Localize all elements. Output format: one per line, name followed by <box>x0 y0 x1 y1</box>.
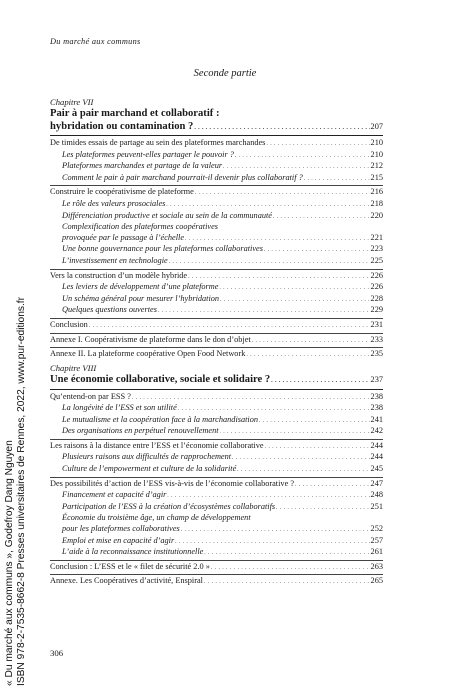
entry-text: Plateformes marchandes et partage de la valeur <box>62 161 223 171</box>
entry-text: Culture de l’empowerment et culture de la solidarité <box>62 464 237 474</box>
toc-subentry <box>50 294 383 306</box>
entry-text: Qu’entend-on par ESS ? <box>50 391 131 401</box>
chapter-label: Chapitre VIII <box>50 363 97 373</box>
toc-entry <box>50 349 383 361</box>
leader-dots <box>132 392 370 404</box>
entry-text: Quelques questions ouvertes <box>62 305 157 315</box>
leader-dots <box>175 536 369 548</box>
leader-dots <box>169 256 370 268</box>
page-ref: 233 <box>370 334 383 344</box>
entry-text: Une bonne gouvernance pour les plateformes collaboratives <box>62 244 263 254</box>
leader-dots <box>259 415 370 427</box>
entry-text: Complexification des plateformes coopératives <box>62 222 218 232</box>
toc-subentry <box>50 490 383 502</box>
leader-dots <box>158 305 370 317</box>
part-title: Seconde partie <box>193 68 257 79</box>
section-divider <box>50 333 383 334</box>
toc-subentry <box>50 199 383 211</box>
chapter-label: Chapitre VII <box>50 97 94 107</box>
toc-subentry <box>50 464 383 476</box>
toc-subentry <box>50 282 383 294</box>
leader-dots <box>178 403 370 415</box>
section-divider <box>50 439 383 440</box>
entry-text: Comment le pair à pair marchand pourrait-il devenir plus collaboratif ? <box>62 172 303 182</box>
entry-text: Annexe I. Coopérativisme de plateforme dans le don d’objet <box>50 334 251 344</box>
page-ref: 265 <box>370 576 383 586</box>
page-ref: 261 <box>370 547 383 557</box>
side-credit-line: « Du marché aux communs », Godefroy Dang Nguyen <box>4 440 15 686</box>
page-ref: 251 <box>370 501 383 511</box>
page-ref: 225 <box>370 255 383 265</box>
entry-text: Annexe. Les Coopératives d’activité, Enspiral <box>50 576 203 586</box>
leader-dots <box>181 524 370 536</box>
toc-subentry <box>50 547 383 559</box>
page-ref: 238 <box>370 403 383 413</box>
chapter-title-entry <box>50 121 383 135</box>
chapter-title-line: Pair à pair marchand et collaboratif : <box>50 108 220 119</box>
leader-dots <box>237 464 369 476</box>
toc-subentry <box>50 513 383 524</box>
entry-text: Économie du troisième âge, un champ de développement <box>62 513 251 523</box>
toc-entry <box>50 320 383 332</box>
toc-entry <box>50 138 383 150</box>
leader-dots <box>195 187 370 199</box>
section-divider <box>50 318 383 319</box>
chapter-vii <box>50 97 383 361</box>
toc-subentry <box>50 233 383 245</box>
leader-dots <box>265 441 370 453</box>
section-divider <box>50 560 383 561</box>
entry-text: Emploi et mise en capacité d’agir <box>62 535 175 545</box>
toc-subentry <box>50 536 383 548</box>
leader-dots <box>232 452 369 464</box>
title-rule <box>50 135 383 136</box>
leader-dots <box>219 282 369 294</box>
leader-dots <box>185 233 370 245</box>
toc-subentry <box>50 256 383 268</box>
page-ref: 242 <box>370 426 383 436</box>
section-divider <box>50 347 383 348</box>
entry-text: pour les plateformes collaboratives <box>62 524 180 534</box>
page-ref: 235 <box>370 349 383 359</box>
page-ref: 210 <box>370 138 383 147</box>
leader-dots <box>235 150 370 162</box>
page-ref: 226 <box>370 270 383 280</box>
section-divider <box>50 477 383 478</box>
leader-dots <box>89 320 370 332</box>
toc-subentry <box>50 403 383 415</box>
leader-dots <box>273 211 370 223</box>
entry-text: Les leviers de développement d’une plateforme <box>62 282 219 292</box>
leader-dots <box>166 199 369 211</box>
leader-dots <box>223 161 369 173</box>
leader-dots <box>276 502 369 514</box>
leader-dots <box>295 479 370 491</box>
toc-subentry <box>50 502 383 514</box>
page-ref: 245 <box>370 464 383 474</box>
running-head: Du marché aux communs <box>50 37 141 46</box>
toc-subentry <box>50 150 383 162</box>
leader-dots <box>204 576 370 588</box>
leader-dots <box>219 222 382 233</box>
entry-text: Différenciation productive et sociale au sein de la communauté <box>62 210 272 220</box>
side-credit-line: ISBN 978-2-7535-8662-8 Presses universitaires de Rennes, 2022, www.pur-editions.fr <box>16 296 27 686</box>
page-ref: 228 <box>370 293 383 303</box>
leader-dots <box>220 294 369 306</box>
section-divider <box>50 269 383 270</box>
leader-dots <box>252 335 370 347</box>
page-ref: 229 <box>370 305 383 315</box>
toc-subentry <box>50 161 383 173</box>
entry-text: provoquée par le passage à l’échelle <box>62 232 185 242</box>
leader-dots <box>204 547 369 559</box>
entry-text: Financement et capacité d’agir <box>62 490 167 500</box>
page-ref: 244 <box>370 452 383 462</box>
page-ref: 210 <box>370 149 383 159</box>
toc-entry <box>50 271 383 283</box>
entry-text: Participation de l’ESS à la création d’écosystèmes collaboratifs <box>62 501 276 511</box>
entry-text: Un schéma général pour mesurer l’hybridation <box>62 293 220 303</box>
entry-text: La longévité de l’ESS et son utilité <box>62 403 177 413</box>
toc-subentry <box>50 452 383 464</box>
page-ref: 226 <box>370 282 383 292</box>
toc-list <box>50 138 383 361</box>
side-credit <box>4 286 28 686</box>
page-ref: 223 <box>370 244 383 254</box>
page-ref: 263 <box>370 561 383 571</box>
page-ref: 212 <box>370 161 383 171</box>
page-ref: 244 <box>370 440 383 450</box>
toc-entry <box>50 576 383 588</box>
chapter-title-entry <box>50 374 383 388</box>
entry-text: Les plateformes peuvent-elles partager le pouvoir ? <box>62 149 234 159</box>
chapter-viii <box>50 363 383 588</box>
toc-subentry <box>50 222 383 233</box>
toc-entry <box>50 392 383 404</box>
entry-text: Des possibilités d’action de l’ESS vis-à-vis de l’économie collaborative ? <box>50 478 295 488</box>
toc-subentry <box>50 173 383 185</box>
entry-text: Plusieurs raisons aux difficultés de rapprochement <box>62 452 232 462</box>
entry-text: Des organisations en perpétuel renouvellement <box>62 426 219 436</box>
leader-dots <box>188 271 369 283</box>
page-ref: 220 <box>370 210 383 220</box>
page-ref: 237 <box>370 375 383 384</box>
entry-text: Conclusion : L’ESS et le « filet de sécurité 2.0 » <box>50 561 210 571</box>
section-divider <box>50 574 383 575</box>
page-ref: 221 <box>370 232 383 242</box>
toc-subentry <box>50 415 383 427</box>
toc-list <box>50 392 383 589</box>
leader-dots <box>246 349 369 361</box>
leader-dots <box>304 173 370 185</box>
page-ref: 207 <box>370 121 383 131</box>
entry-text: Construire le coopérativisme de plateforme <box>50 187 194 197</box>
entry-text: Annexe II. La plateforme coopérative Open Food Network <box>50 349 246 359</box>
page-ref: 252 <box>370 524 383 534</box>
entry-text: Le mutualisme et la coopération face à la marchandisation <box>62 414 259 424</box>
page-ref: 215 <box>370 172 383 182</box>
leader-dots <box>264 244 370 256</box>
page-ref: 216 <box>370 187 383 197</box>
entry-text: Le rôle des valeurs prosociales <box>62 198 166 208</box>
entry-text: De timides essais de partage au sein des plateformes marchandes <box>50 138 266 147</box>
chapter-title-line: Une économie collaborative, sociale et solidaire ? <box>50 374 271 385</box>
page-number: 306 <box>50 648 64 658</box>
entry-text: Conclusion <box>50 319 88 329</box>
toc-entry <box>50 187 383 199</box>
page-ref: 241 <box>370 414 383 424</box>
entry-text: Vers la construction d’un modèle hybride <box>50 270 188 280</box>
leader-dots <box>266 138 369 150</box>
page-ref: 231 <box>370 319 383 329</box>
page-ref: 257 <box>370 535 383 545</box>
leader-dots <box>220 426 370 438</box>
section-divider <box>50 185 383 186</box>
leader-dots <box>252 513 382 524</box>
toc-subentry <box>50 426 383 438</box>
toc-subentry <box>50 244 383 256</box>
leader-dots <box>167 490 369 502</box>
chapter-title <box>50 108 383 121</box>
leader-dots <box>211 562 370 574</box>
toc-subentry <box>50 211 383 223</box>
page-ref: 247 <box>370 478 383 488</box>
toc-entry <box>50 335 383 347</box>
entry-text: Les raisons à la distance entre l’ESS et l’économie collaborative <box>50 440 264 450</box>
page-ref: 238 <box>370 391 383 401</box>
toc-subentry <box>50 524 383 536</box>
entry-text: L’aide à la reconnaissance institutionnelle <box>62 547 204 557</box>
entry-text: L’investissement en technologie <box>62 255 168 265</box>
title-rule <box>50 389 383 390</box>
toc-entry <box>50 562 383 574</box>
page-ref: 248 <box>370 490 383 500</box>
toc-subentry <box>50 305 383 317</box>
chapter-title-line: hybridation ou contamination ? <box>50 120 194 132</box>
toc-entry <box>50 479 383 491</box>
page-ref: 218 <box>370 198 383 208</box>
toc-entry <box>50 441 383 453</box>
